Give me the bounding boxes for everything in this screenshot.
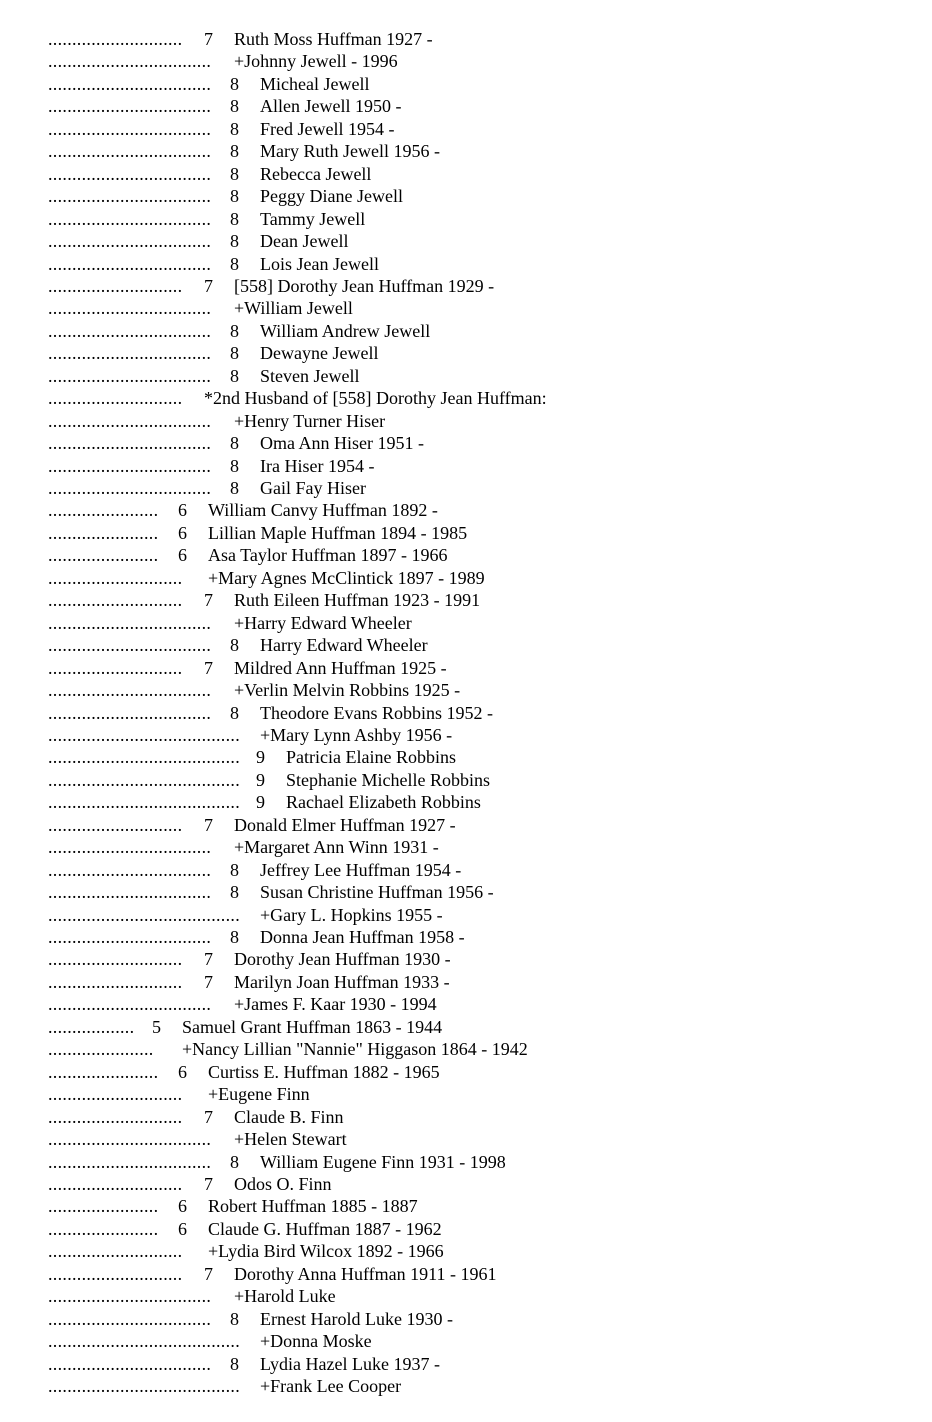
person-name: Oma Ann Hiser 1951 - [260, 433, 424, 454]
person-name: Robert Huffman 1885 - 1887 [208, 1196, 418, 1217]
generation-number: 7 [204, 949, 213, 970]
leader-dots: .................................. [48, 478, 212, 498]
person-name: Donald Elmer Huffman 1927 - [234, 814, 456, 835]
spouse-name: +Gary L. Hopkins 1955 - [260, 904, 443, 925]
person-name: Mary Ruth Jewell 1956 - [260, 141, 440, 162]
generation-number: 8 [230, 118, 239, 139]
generation-number: 8 [230, 343, 239, 364]
leader-dots: .................................. [48, 298, 212, 319]
leader-dots: .................................. [48, 1308, 212, 1329]
generation-number: 6 [178, 522, 187, 543]
leader-dots: ............................ [48, 1241, 183, 1262]
spouse-name: +Verlin Melvin Robbins 1925 - [234, 680, 461, 701]
leader-dots: .................................. [48, 882, 212, 903]
person-name: Fred Jewell 1954 - [260, 118, 395, 139]
leader-dots: .................................. [48, 410, 212, 431]
generation-number: 8 [230, 433, 239, 454]
person-name: Theodore Evans Robbins 1952 - [260, 702, 493, 723]
leader-dots: .................................. [48, 612, 212, 633]
person-name: Micheal Jewell [260, 73, 370, 94]
person-name: Jeffrey Lee Huffman 1954 - [260, 859, 462, 880]
leader-dots: .................................. [48, 186, 212, 207]
leader-dots: .................................. [48, 455, 212, 476]
generation-number: 7 [204, 814, 213, 835]
generation-number: 8 [230, 1308, 239, 1329]
person-name: Peggy Diane Jewell [260, 186, 403, 207]
leader-dots: .................................. [48, 51, 212, 72]
leader-dots: .................................. [48, 680, 212, 701]
person-name: Claude B. Finn [234, 1106, 344, 1127]
spouse-name: +Eugene Finn [208, 1084, 310, 1105]
person-name: Odos O. Finn [234, 1173, 332, 1194]
spouse-name: +James F. Kaar 1930 - 1994 [234, 994, 437, 1015]
generation-number: 8 [230, 163, 239, 184]
leader-dots: ....................... [48, 545, 159, 566]
generation-number: 8 [230, 186, 239, 207]
person-name: Harry Edward Wheeler [260, 635, 428, 656]
leader-dots: ........................................ [48, 792, 240, 813]
leader-dots: ....................... [48, 1218, 159, 1239]
leader-dots: .................................. [48, 96, 212, 117]
leader-dots: .................................. [48, 320, 212, 341]
person-name: Marilyn Joan Huffman 1933 - [234, 971, 450, 992]
person-name: Stephanie Michelle Robbins [286, 769, 490, 790]
person-name: Susan Christine Huffman 1956 - [260, 882, 494, 903]
leader-dots: ........................................ [48, 747, 240, 768]
spouse-name: +Harold Luke [234, 1286, 336, 1307]
spouse-name: +Donna Moske [260, 1331, 372, 1352]
leader-dots: ............................ [48, 657, 183, 678]
spouse-name: +Helen Stewart [234, 1129, 347, 1150]
spouse-name: +Nancy Lillian "Nannie" Higgason 1864 - 1942 [182, 1039, 528, 1060]
leader-dots: ............................ [48, 1263, 183, 1284]
generation-number: 7 [204, 590, 213, 611]
spouse-name: +Frank Lee Cooper [260, 1376, 402, 1396]
leader-dots: ............................ [48, 388, 183, 409]
leader-dots: ............................ [48, 29, 183, 49]
spouse-name: +Henry Turner Hiser [234, 410, 386, 431]
generation-number: 6 [178, 500, 187, 521]
person-name: Dewayne Jewell [260, 343, 379, 364]
spouse-name: +Lydia Bird Wilcox 1892 - 1966 [208, 1241, 444, 1262]
generation-number: 7 [204, 971, 213, 992]
person-name: William Canvy Huffman 1892 - [208, 500, 438, 521]
leader-dots: ....................... [48, 1061, 159, 1082]
leader-dots: ....................... [48, 1196, 159, 1217]
generation-number: 8 [230, 231, 239, 252]
leader-dots: .................................. [48, 163, 212, 184]
leader-dots: ........................................ [48, 1376, 240, 1396]
generation-number: 8 [230, 365, 239, 386]
leader-dots: ............................ [48, 814, 183, 835]
person-name: Allen Jewell 1950 - [260, 96, 402, 117]
person-name: Ruth Eileen Huffman 1923 - 1991 [234, 590, 481, 611]
generation-number: 7 [204, 1263, 213, 1284]
generation-number: 5 [152, 1016, 161, 1037]
generation-number: 8 [230, 702, 239, 723]
leader-dots: .................................. [48, 1151, 212, 1172]
generation-number: 8 [230, 635, 239, 656]
generation-number: 8 [230, 927, 239, 947]
leader-dots: .................................. [48, 253, 212, 274]
generation-number: 8 [230, 1353, 239, 1374]
generation-number: 7 [204, 1106, 213, 1127]
generation-number: 7 [204, 29, 213, 49]
generation-number: 6 [178, 1218, 187, 1239]
generation-number: 6 [178, 1196, 187, 1217]
leader-dots: ............................ [48, 275, 183, 296]
person-name: Dean Jewell [260, 231, 349, 252]
generation-number: 6 [178, 1061, 187, 1082]
spouse-name: +Margaret Ann Winn 1931 - [234, 837, 439, 858]
person-name: Lois Jean Jewell [260, 253, 379, 274]
person-name: Steven Jewell [260, 365, 360, 386]
leader-dots: ............................ [48, 1084, 183, 1105]
person-name: Tammy Jewell [260, 208, 366, 229]
generation-number: 7 [204, 657, 213, 678]
person-name: Dorothy Jean Huffman 1930 - [234, 949, 451, 970]
person-name: Ernest Harold Luke 1930 - [260, 1308, 453, 1329]
person-name: Lydia Hazel Luke 1937 - [260, 1353, 440, 1374]
generation-number: 8 [230, 1151, 239, 1172]
leader-dots: .................................. [48, 433, 212, 454]
leader-dots: .................................. [48, 837, 212, 858]
generation-number: 8 [230, 141, 239, 162]
leader-dots: ....................... [48, 500, 159, 521]
leader-dots: ............................ [48, 949, 183, 970]
leader-dots: .................. [48, 1016, 135, 1037]
leader-dots: .................................. [48, 994, 212, 1015]
person-name: Ruth Moss Huffman 1927 - [234, 29, 433, 49]
person-name: Asa Taylor Huffman 1897 - 1966 [208, 545, 448, 566]
person-name: Claude G. Huffman 1887 - 1962 [208, 1218, 442, 1239]
leader-dots: .................................. [48, 231, 212, 252]
generation-number: 8 [230, 208, 239, 229]
person-name: Patricia Elaine Robbins [286, 747, 456, 768]
leader-dots: .................................. [48, 208, 212, 229]
generation-number: 9 [256, 792, 265, 813]
generation-number: 8 [230, 882, 239, 903]
leader-dots: .................................. [48, 118, 212, 139]
person-name: Dorothy Anna Huffman 1911 - 1961 [234, 1263, 497, 1284]
spouse-name: +William Jewell [234, 298, 353, 319]
person-name: William Eugene Finn 1931 - 1998 [260, 1151, 506, 1172]
person-name: Rebecca Jewell [260, 163, 372, 184]
person-name: Lillian Maple Huffman 1894 - 1985 [208, 522, 468, 543]
generation-number: 8 [230, 478, 239, 498]
leader-dots: ........................................ [48, 724, 240, 745]
leader-dots: .................................. [48, 1129, 212, 1150]
leader-dots: ....................... [48, 522, 159, 543]
spouse-name: +Mary Agnes McClintick 1897 - 1989 [208, 567, 485, 588]
generation-number: 8 [230, 253, 239, 274]
generation-number: 9 [256, 747, 265, 768]
leader-dots: ...................... [48, 1039, 154, 1060]
generation-number: 6 [178, 545, 187, 566]
person-name: [558] Dorothy Jean Huffman 1929 - [234, 275, 495, 296]
generation-number: 8 [230, 73, 239, 94]
leader-dots: .................................. [48, 702, 212, 723]
leader-dots: .................................. [48, 635, 212, 656]
leader-dots: .................................. [48, 365, 212, 386]
person-name: Donna Jean Huffman 1958 - [260, 927, 465, 947]
person-name: Samuel Grant Huffman 1863 - 1944 [182, 1016, 443, 1037]
leader-dots: ........................................ [48, 1331, 240, 1352]
generation-number: 8 [230, 455, 239, 476]
person-name: Ira Hiser 1954 - [260, 455, 375, 476]
leader-dots: ............................ [48, 567, 183, 588]
spouse-name: +Mary Lynn Ashby 1956 - [260, 724, 453, 745]
generation-number: 7 [204, 1173, 213, 1194]
person-name: Rachael Elizabeth Robbins [286, 792, 481, 813]
person-name: Mildred Ann Huffman 1925 - [234, 657, 447, 678]
generation-number: 8 [230, 96, 239, 117]
person-name: Gail Fay Hiser [260, 478, 366, 498]
leader-dots: ............................ [48, 1173, 183, 1194]
person-name: Curtiss E. Huffman 1882 - 1965 [208, 1061, 440, 1082]
spouse-name: +Harry Edward Wheeler [234, 612, 412, 633]
leader-dots: .................................. [48, 1286, 212, 1307]
generation-number: 7 [204, 275, 213, 296]
leader-dots: .................................. [48, 1353, 212, 1374]
leader-dots: ............................ [48, 971, 183, 992]
leader-dots: .................................. [48, 343, 212, 364]
leader-dots: ........................................ [48, 904, 240, 925]
spouse-name: *2nd Husband of [558] Dorothy Jean Huffman: [204, 388, 547, 409]
leader-dots: ........................................ [48, 769, 240, 790]
leader-dots: .................................. [48, 927, 212, 947]
spouse-name: +Johnny Jewell - 1996 [234, 51, 398, 72]
leader-dots: .................................. [48, 73, 212, 94]
leader-dots: ............................ [48, 590, 183, 611]
person-name: William Andrew Jewell [260, 320, 431, 341]
generation-number: 8 [230, 320, 239, 341]
leader-dots: .................................. [48, 141, 212, 162]
leader-dots: ............................ [48, 1106, 183, 1127]
generation-number: 8 [230, 859, 239, 880]
leader-dots: .................................. [48, 859, 212, 880]
generation-number: 9 [256, 769, 265, 790]
